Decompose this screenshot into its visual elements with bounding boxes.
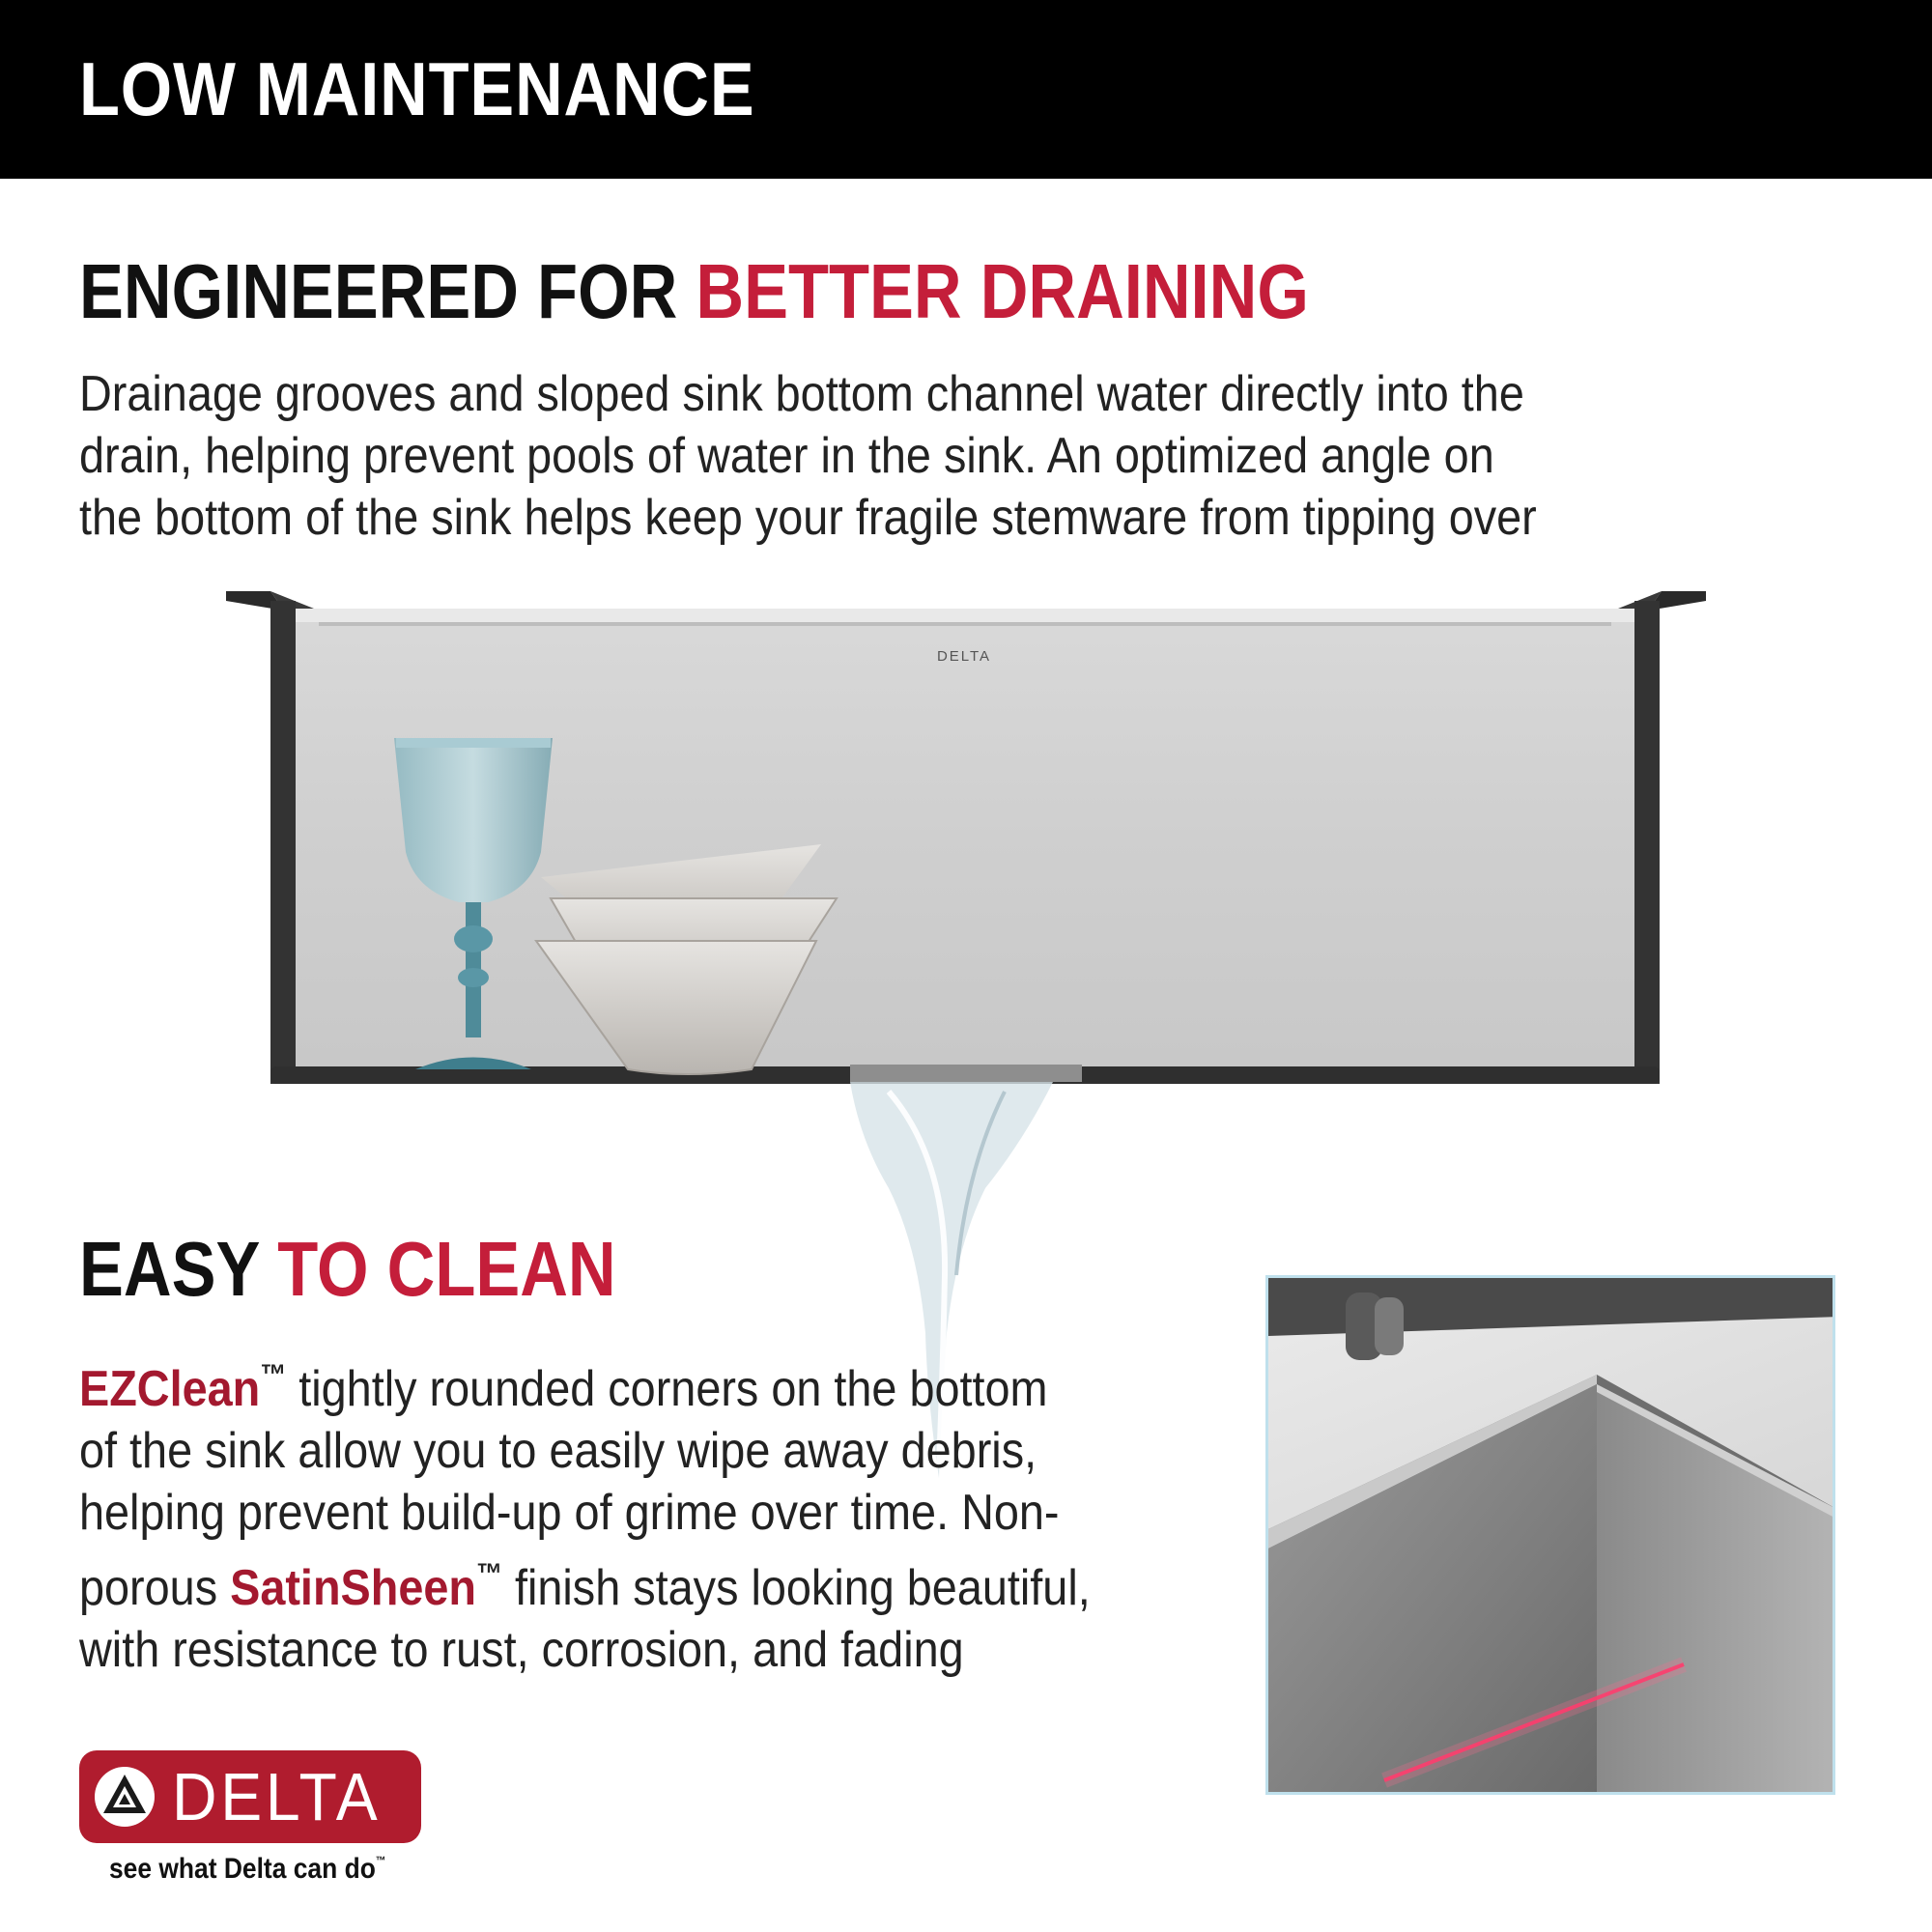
satinsheen-brand: SatinSheen	[230, 1560, 476, 1616]
left-wall	[270, 601, 296, 1084]
clean-heading-accent: TO CLEAN	[277, 1226, 616, 1312]
drain-line-1: Drainage grooves and sloped sink bottom channel water directly into the	[79, 366, 1524, 422]
tagline-tm: ™	[375, 1854, 386, 1867]
drain-line-2: drain, helping prevent pools of water in the sink. An optimized angle on	[79, 428, 1494, 484]
logo-tagline	[109, 1853, 385, 1886]
delta-logo	[79, 1750, 421, 1843]
page-title: LOW MAINTENANCE	[79, 46, 755, 131]
tagline-text: see what Delta can do	[109, 1853, 376, 1885]
drain-opening	[850, 1065, 1082, 1082]
sink-corner-photo	[1265, 1275, 1835, 1795]
clean-line-5: with resistance to rust, corrosion, and fading	[79, 1622, 964, 1678]
clean-line-1-rest: tightly rounded corners on the bottom	[286, 1361, 1048, 1417]
sink-brand-mark: DELTA	[936, 648, 992, 665]
clean-line-3: helping prevent build-up of grime over time. Non-	[79, 1485, 1060, 1541]
delta-triangle-icon	[93, 1765, 156, 1829]
drain-heading-accent: BETTER DRAINING	[696, 248, 1309, 334]
clean-heading	[79, 1225, 616, 1314]
right-wall	[1634, 601, 1660, 1084]
ezclean-tm: ™	[260, 1359, 287, 1391]
drain-line-3: the bottom of the sink helps keep your fragile stemware from tipping over	[79, 490, 1537, 546]
clean-line-4-pre: porous	[79, 1560, 231, 1616]
header-band	[0, 0, 1932, 179]
ezclean-brand: EZClean	[79, 1361, 261, 1417]
satinsheen-tm: ™	[475, 1558, 502, 1590]
logo-wordmark: DELTA	[172, 1759, 382, 1834]
clean-line-4	[79, 1544, 1209, 1619]
sink-corner-graphic	[1268, 1278, 1835, 1795]
clean-line-2: of the sink allow you to easily wipe away debris,	[79, 1423, 1037, 1479]
clean-line-1	[79, 1345, 1209, 1420]
clean-line-4-rest: finish stays looking beautiful,	[501, 1560, 1091, 1616]
sink-illustration	[222, 591, 1710, 1098]
clean-heading-plain: EASY	[79, 1226, 278, 1312]
drain-description	[79, 363, 1731, 549]
drain-heading-plain: ENGINEERED FOR	[79, 248, 696, 334]
clean-description	[79, 1345, 1209, 1681]
sink-cross-section	[222, 591, 1710, 1094]
drain-heading	[79, 247, 1309, 336]
